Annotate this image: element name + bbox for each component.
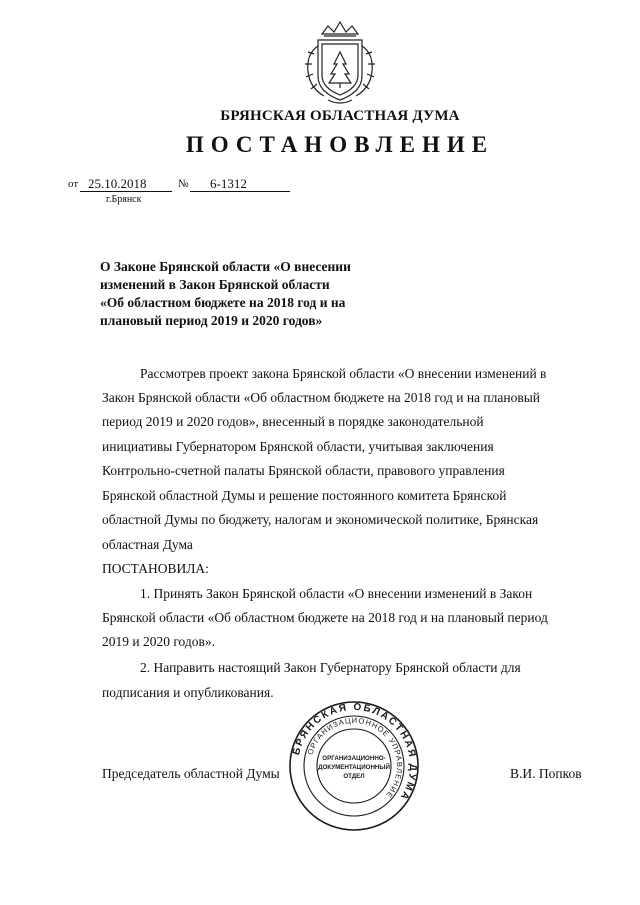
subject-line: плановый период 2019 и 2020 годов»: [100, 313, 323, 328]
resolution-item-1-line: 2019 и 2020 годов».: [102, 634, 216, 649]
document-type-heading: ПОСТАНОВЛЕНИЕ: [185, 132, 495, 157]
number-underline: [190, 191, 290, 192]
coat-of-arms-icon: [300, 14, 380, 110]
preamble-line: областной Думы по бюджету, налогам и экономической политике, Брянская: [102, 512, 539, 527]
organization-title: БРЯНСКАЯ ОБЛАСТНАЯ ДУМА: [220, 108, 460, 124]
preamble-line: период 2019 и 2020 годов», внесенный в порядке законодательной: [102, 414, 484, 429]
date-underline: [80, 191, 172, 192]
resolved-heading: ПОСТАНОВИЛА:: [102, 561, 209, 576]
resolution-item-2-line: 2. Направить настоящий Закон Губернатору Брянской области для: [140, 660, 521, 675]
document-subject: [100, 258, 384, 330]
preamble-line: Рассмотрев проект закона Брянской области «О внесении изменений в: [140, 366, 547, 381]
preamble-line: областная Дума: [102, 537, 193, 552]
stamp-inner-text: ОРГАНИЗАЦИОННОЕ УПРАВЛЕНИЕ: [305, 715, 405, 801]
document-number: 6-1312: [210, 176, 247, 191]
round-seal-stamp-icon: [288, 700, 420, 832]
subject-line: изменений в Закон Брянской области: [100, 277, 330, 292]
stamp-center-line: ОРГАНИЗАЦИОННО-: [322, 755, 386, 762]
stamp-center-line: ДОКУМЕНТАЦИОННЫЙ: [318, 764, 390, 771]
city-label: г.Брянск: [106, 194, 142, 205]
resolution-item-1-line: 1. Принять Закон Брянской области «О внесении изменений в Закон: [140, 586, 533, 601]
number-prefix: №: [178, 178, 189, 190]
subject-line: «Об областном бюджете на 2018 год и на: [100, 295, 346, 310]
stamp-outer-text: БРЯНСКАЯ ОБЛАСТНАЯ ДУМА: [291, 701, 419, 803]
resolution-item-2-line: подписания и опубликования.: [102, 685, 274, 700]
preamble-line: Контрольно-счетной палаты Брянской области, правового управления: [102, 463, 505, 478]
subject-line: О Законе Брянской области «О внесении: [100, 259, 351, 274]
preamble-line: Закон Брянской области «Об областном бюджете на 2018 год и на плановый: [102, 390, 541, 405]
preamble-line: инициативы Губернатором Брянской области, учитывая заключения: [102, 439, 494, 454]
document-date: 25.10.2018: [88, 176, 147, 191]
stamp-center-line: ОТДЕЛ: [343, 773, 365, 780]
date-prefix: от: [68, 178, 79, 190]
preamble-line: Брянской областной Думы и решение постоянного комитета Брянской: [102, 488, 507, 503]
signature-position: Председатель областной Думы: [102, 766, 280, 781]
resolution-item-1-line: Брянской области «Об областном бюджете на 2018 год и на плановый период: [102, 610, 548, 625]
signature-name: В.И. Попков: [510, 766, 582, 781]
